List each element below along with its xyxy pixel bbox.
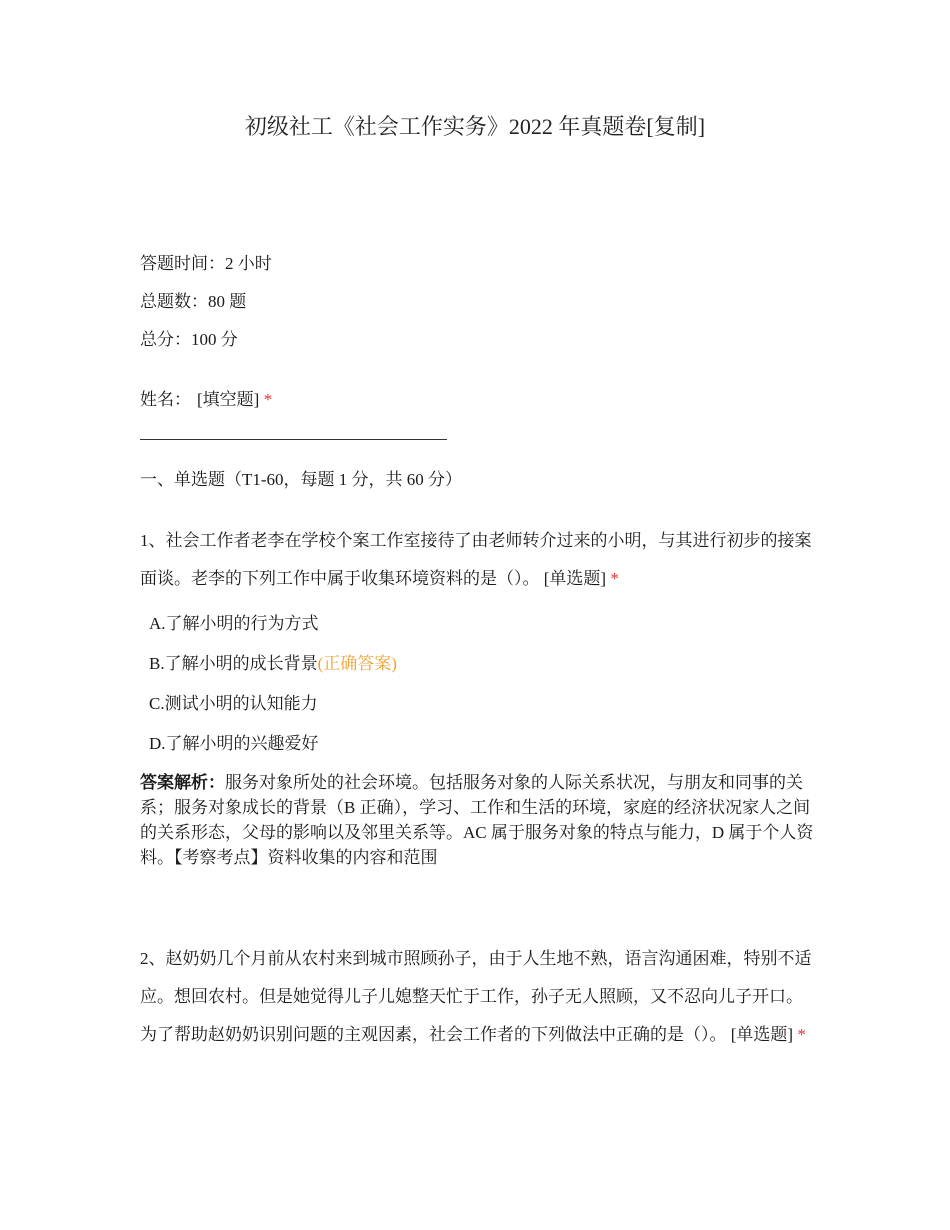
question-1-stem [140,522,816,598]
question-type-tag: [填空题] [197,390,260,409]
question-type-tag: [单选题] [543,569,607,588]
question-2-stem [140,940,816,1054]
option-c[interactable] [149,691,318,717]
answer-analysis [140,770,816,870]
question-count: 总题数：80 题 [140,292,247,311]
option-d[interactable] [149,731,319,757]
analysis-text: 服务对象所处的社会环境。包括服务对象的人际关系状况，与朋友和同事的关系；服务对象成长的背景（B 正确），学习、工作和生活的环境，家庭的经济状况家人之间的关系形态，父母的影响以及邻里关系等。AC 属于服务对象的特点与能力，D 属于个人资料。【考察考点】资料收集的内容和范围 [140,773,814,867]
option-a[interactable] [149,611,319,637]
question-text: 1、社会工作者老李在学校个案工作室接待了由老师转介过来的小明，与其进行初步的接案面谈。老李的下列工作中属于收集环境资料的是（）。 [140,531,812,588]
analysis-label: 答案解析： [140,773,225,792]
name-label: 姓名： [140,390,191,409]
option-label: D.了解小明的兴趣爱好 [149,734,319,753]
required-mark: * [797,1025,806,1044]
name-input-line[interactable] [140,439,447,440]
required-mark: * [263,390,273,409]
answer-time: 答题时间：2 小时 [140,254,272,273]
section-heading: 一、单选题（T1-60，每题 1 分，共 60 分） [140,470,463,489]
option-b[interactable] [149,651,397,677]
name-field-label [140,388,272,412]
question-type-tag: [单选题] [730,1025,794,1044]
option-label: B.了解小明的成长背景 [149,654,318,673]
question-text: 2、赵奶奶几个月前从农村来到城市照顾孙子，由于人生地不熟，语言沟通困难，特别不适应。想回农村。但是她觉得儿子儿媳整天忙于工作，孙子无人照顾，又不忍向儿子开口。为了帮助赵奶奶识别问题的主观因素，社会工作者的下列做法中正确的是（）。 [140,949,812,1044]
total-score: 总分：100 分 [140,330,238,349]
correct-answer-tag: (正确答案) [317,654,397,673]
document-title: 初级社工《社会工作实务》2022 年真题卷[复制] [244,114,706,139]
option-label: A.了解小明的行为方式 [149,614,319,633]
required-mark: * [610,569,619,588]
option-label: C.测试小明的认知能力 [149,694,318,713]
